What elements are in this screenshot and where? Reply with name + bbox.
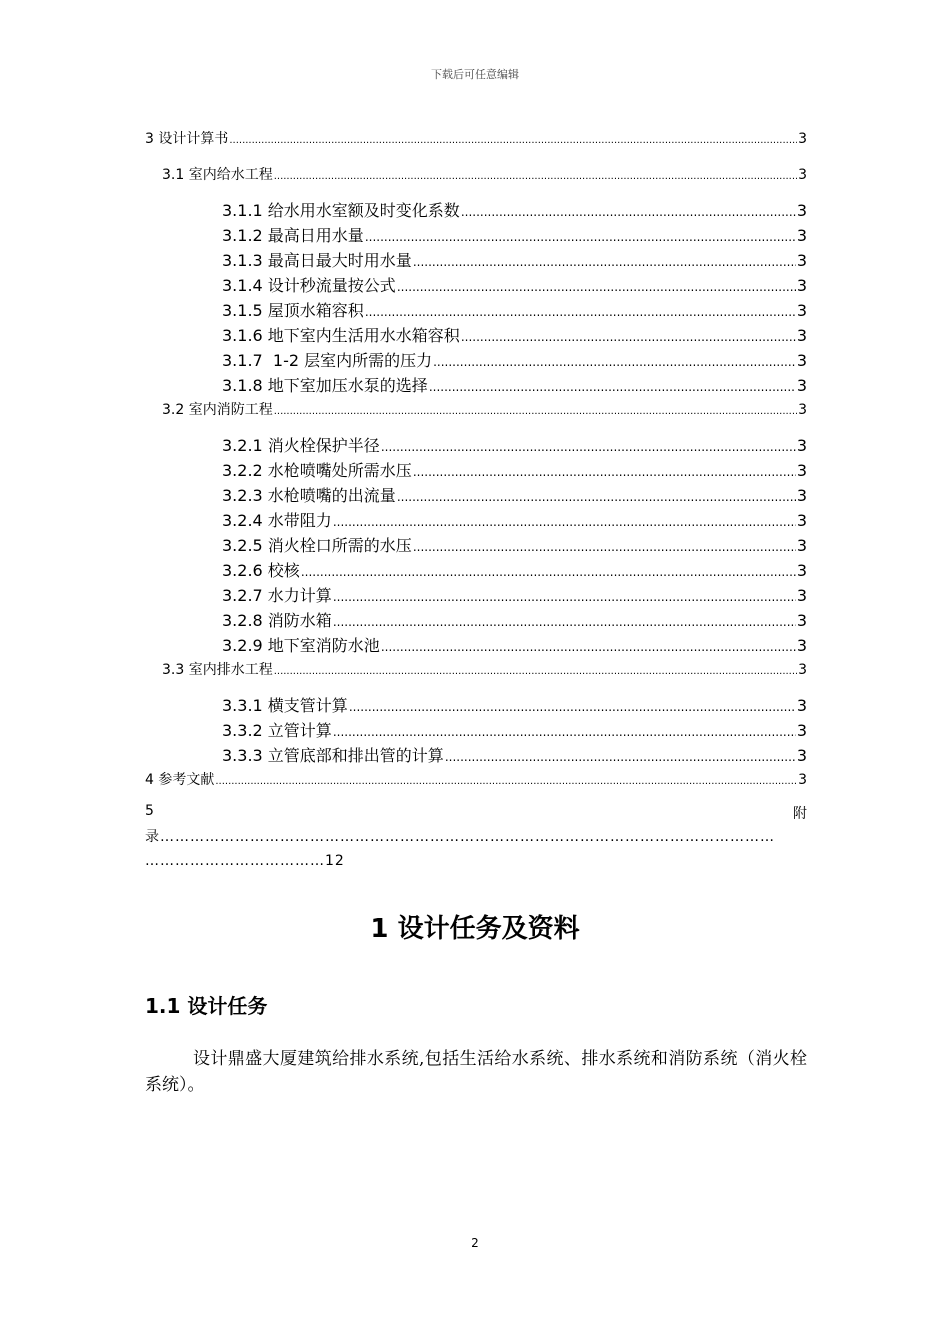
toc-entry-4[interactable] [145, 769, 807, 789]
toc-label-part: 录 [145, 829, 160, 845]
toc-page: 3 [796, 376, 807, 395]
toc-entry[interactable] [222, 273, 807, 296]
toc-page: 3 [798, 772, 807, 788]
toc-entry[interactable] [222, 348, 807, 371]
toc-page: 3 [798, 402, 807, 418]
toc-label: 3.2.8 消防水箱 [222, 611, 332, 630]
section-heading: 1.1 设计任务 [145, 994, 268, 1018]
toc-label: 3.1 室内给水工程 [162, 167, 273, 183]
toc-page: 3 [796, 746, 807, 765]
toc-leader [461, 330, 796, 344]
toc-leader: …………………………………………………………………………………………………………… [160, 829, 775, 845]
toc-page: 3 [796, 561, 807, 580]
toc-entry-3-1[interactable] [162, 164, 807, 184]
toc-leader [274, 171, 797, 182]
toc-page: 3 [798, 131, 807, 147]
toc-entry-3-2[interactable] [162, 399, 807, 419]
toc-label: 3.3.1 横支管计算 [222, 696, 348, 715]
toc-label: 3.3.3 立管底部和排出管的计算 [222, 746, 444, 765]
toc-leader [433, 355, 796, 369]
toc-label: 3.2.6 校核 [222, 561, 300, 580]
toc-entry[interactable] [222, 323, 807, 346]
toc-label: 3.1.8 地下室加压水泵的选择 [222, 376, 428, 395]
toc-leader: ……………………………… [145, 853, 325, 869]
toc-page: 3 [796, 226, 807, 245]
toc-label: 3.2 室内消防工程 [162, 402, 273, 418]
toc-leader [333, 615, 796, 629]
toc-page: 3 [796, 486, 807, 505]
toc-leader [333, 590, 796, 604]
toc-entry[interactable] [222, 298, 807, 321]
toc-leader [333, 515, 796, 529]
toc-label: 3.1.1 给水用水室额及时变化系数 [222, 201, 460, 220]
toc-entry[interactable] [222, 533, 807, 556]
toc-leader [215, 776, 797, 787]
toc-entry[interactable] [222, 223, 807, 246]
toc-page: 3 [796, 461, 807, 480]
toc-page: 3 [796, 301, 807, 320]
toc-label: 3.1.6 地下室内生活用水水箱容积 [222, 326, 460, 345]
toc-leader [461, 205, 796, 219]
toc-leader [381, 440, 796, 454]
toc-leader [365, 305, 796, 319]
toc-page: 3 [796, 351, 807, 370]
toc-leader [445, 750, 796, 764]
toc-label: 4 参考文献 [145, 772, 215, 788]
toc-leader [381, 640, 796, 654]
toc-page: 3 [796, 201, 807, 220]
toc-label: 3.1.2 最高日用水量 [222, 226, 364, 245]
toc-label: 3.1.7 1-2 层室内所需的压力 [222, 351, 433, 370]
toc-entry[interactable] [222, 248, 807, 271]
toc-leader [274, 666, 797, 677]
toc-page: 3 [796, 611, 807, 630]
toc-label: 3.3.2 立管计算 [222, 721, 332, 740]
toc-page: 3 [798, 662, 807, 678]
page-number: 2 [471, 1236, 479, 1250]
toc-entry[interactable] [222, 373, 807, 396]
toc-number: 5 [145, 803, 154, 819]
toc-leader [397, 280, 796, 294]
toc-label: 3.2.9 地下室消防水池 [222, 636, 380, 655]
toc-entry[interactable] [222, 693, 807, 716]
toc-label: 3.1.4 设计秒流量按公式 [222, 276, 396, 295]
toc-label: 3.2.2 水枪喷嘴处所需水压 [222, 461, 412, 480]
toc-label: 3.1.5 屋顶水箱容积 [222, 301, 364, 320]
toc-entry[interactable] [222, 633, 807, 656]
toc-leader [229, 135, 797, 146]
toc-page: 3 [796, 276, 807, 295]
toc-entry[interactable] [222, 198, 807, 221]
toc-entry[interactable] [222, 433, 807, 456]
toc-leader [413, 540, 796, 554]
toc-page: 12 [325, 853, 345, 869]
toc-leader [397, 490, 796, 504]
page-header: 下载后可任意编辑 [431, 68, 519, 81]
toc-page: 3 [796, 586, 807, 605]
toc-entry[interactable] [222, 458, 807, 481]
toc-page: 3 [796, 696, 807, 715]
toc-leader [333, 725, 796, 739]
toc-entry[interactable] [222, 743, 807, 766]
toc-leader [413, 465, 796, 479]
toc-label: 3.2.3 水枪喷嘴的出流量 [222, 486, 396, 505]
toc-label: 3 设计计算书 [145, 131, 229, 147]
toc-label: 3.3 室内排水工程 [162, 662, 273, 678]
toc-entry[interactable] [222, 483, 807, 506]
toc-page: 3 [796, 436, 807, 455]
chapter-heading: 1 设计任务及资料 [370, 914, 580, 944]
toc-leader [429, 380, 796, 394]
toc-entry-3-3[interactable] [162, 659, 807, 679]
toc-appendix-line [145, 826, 807, 846]
toc-entry[interactable] [222, 718, 807, 741]
toc-label: 3.1.3 最高日最大时用水量 [222, 251, 412, 270]
toc-label: 3.2.5 消火栓口所需的水压 [222, 536, 412, 555]
toc-entry-5-appendix[interactable] [145, 803, 807, 823]
toc-page: 3 [798, 167, 807, 183]
toc-leader [413, 255, 796, 269]
toc-entry[interactable] [222, 558, 807, 581]
toc-entry[interactable] [222, 608, 807, 631]
toc-page: 3 [796, 636, 807, 655]
toc-page: 3 [796, 251, 807, 270]
toc-leader [365, 230, 796, 244]
toc-entry[interactable] [222, 583, 807, 606]
toc-label: 3.2.4 水带阻力 [222, 511, 332, 530]
toc-label: 3.2.1 消火栓保护半径 [222, 436, 380, 455]
toc-page: 3 [796, 511, 807, 530]
toc-entry-3[interactable] [145, 128, 807, 148]
toc-leader [274, 406, 797, 417]
toc-entry[interactable] [222, 508, 807, 531]
toc-label: 3.2.7 水力计算 [222, 586, 332, 605]
toc-appendix-line [145, 853, 807, 869]
toc-leader [349, 700, 796, 714]
toc-page: 3 [796, 326, 807, 345]
toc-page: 3 [796, 536, 807, 555]
toc-page: 3 [796, 721, 807, 740]
toc-label-part: 附 [793, 806, 807, 822]
toc-leader [301, 565, 796, 579]
body-paragraph: 设计鼎盛大厦建筑给排水系统,包括生活给水系统、排水系统和消防系统（消火栓系统）。 [145, 1049, 807, 1095]
